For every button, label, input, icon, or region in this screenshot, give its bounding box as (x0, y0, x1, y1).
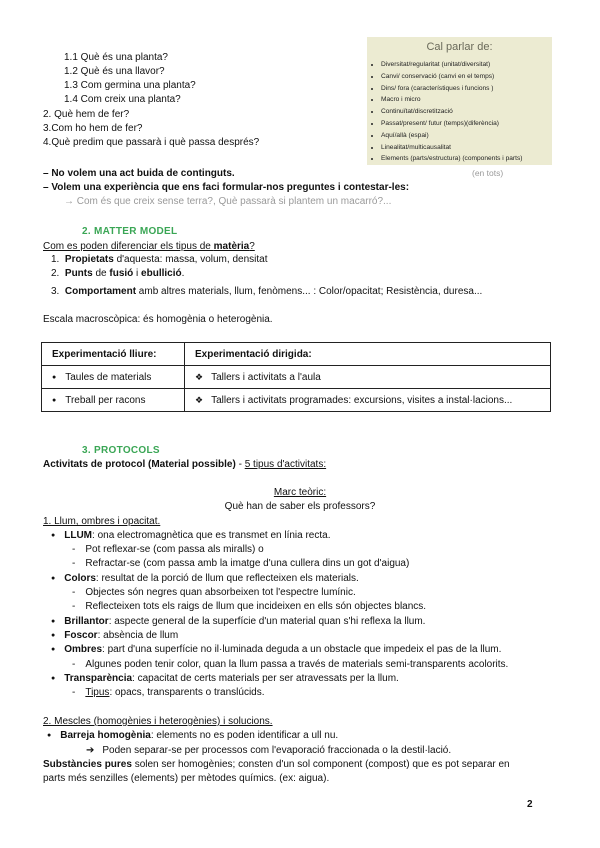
marc-teoric: Marc teòric: (273, 487, 327, 498)
note-list (367, 59, 552, 165)
matter-scale: Escala macroscòpica: és homogènia o heterogènia. (43, 314, 273, 325)
outline-q3: 3.Com ho hem de fer? (43, 123, 143, 134)
outline-item-4: 1.4 Com creix una planta? (64, 94, 181, 105)
experimentation-table (41, 342, 551, 412)
light-subitem: - Algunes poden tenir color, quan la llum passa a través de materials semi-transparents acolorits. (72, 658, 508, 672)
outline-q2: 2. Què hem de fer? (43, 109, 130, 120)
light-subitem: - Pot reflexar-se (com passa als miralls) o (72, 543, 264, 557)
bullet-icon (51, 673, 64, 684)
diamond-bullet-icon (195, 395, 211, 406)
light-item-brillantor: ● Brillantor: aspecte general de la superfície d'un material quan s'hi reflexa la llum. (51, 615, 425, 630)
diamond-bullet-icon (195, 372, 211, 383)
principle-2: – Volem una experiència que ens faci formular-nos preguntes i contestar-les: (43, 182, 410, 193)
table-cell: ❖ Tallers i activitats programades: excursions, visites a instal·lacions... (185, 389, 551, 412)
bullet-icon (47, 730, 60, 741)
light-item-colors: ● Colors: resultat de la porció de llum que reflecteixen els materials. (51, 572, 359, 587)
light-heading: 1. Llum, ombres i opacitat. (43, 516, 161, 527)
note-item: • Diversitat/regularitat (unitat/diversitat) (381, 59, 552, 71)
mix-item-barreja: ● Barreja homogènia: elements no es poden identificar a ull nu. (47, 729, 338, 744)
matter-question: Com es poden diferenciar els tipus de matèria? (43, 241, 255, 252)
table-row (42, 366, 551, 389)
arrow-right-icon (86, 745, 102, 756)
outline-item-2: 1.2 Què és una llavor? (64, 66, 165, 77)
light-subitem: - Refractar-se (com passa amb la imatge d'una cullera dins un got d'aigua) (72, 557, 409, 571)
matter-item-2: 2. Punts de fusió i ebullició. (51, 268, 185, 279)
marc-question: Què han de saber els professors? (224, 501, 376, 512)
note-item: • Linealitat/multicausalitat (381, 142, 552, 154)
note-title: Cal parlar de: (426, 41, 493, 53)
outline-item-1: 1.1 Què és una planta? (64, 52, 168, 63)
note-footer: (en tots) (472, 168, 504, 178)
light-item-foscor: ● Foscor: absència de llum (51, 629, 178, 644)
table-header-cell: Experimentació dirigida: (185, 343, 551, 366)
outline-item-3: 1.3 Com germina una planta? (64, 80, 196, 91)
outline-q4: 4.Què predim que passarà i què passa després? (43, 137, 260, 148)
bullet-icon (51, 630, 64, 641)
bullet-icon (51, 530, 64, 541)
note-item: • Aquí/allà (espai) (381, 130, 552, 142)
light-subitem: - Tipus: opacs, transparents o translúcids. (72, 686, 265, 700)
protocols-intro: Activitats de protocol (Material possible) - 5 tipus d'activitats: (43, 459, 327, 470)
mix-substancies: Substàncies pures solen ser homogènies; consten d'un sol component (compost) que es pot separar en (43, 759, 510, 770)
light-item-transparencia: ● Transparència: capacitat de certs materials per ser atravessats per la llum. (51, 672, 399, 687)
matter-item-3: 3. Comportament amb altres materials, llum, fenòmens... : Color/opacitat; Resistència, duresa... (51, 286, 483, 297)
table-header-cell: Experimentació lliure: (42, 343, 185, 366)
section-heading-protocols: 3. PROTOCOLS (82, 445, 160, 456)
mix-arrow-item: ➔ Poden separar-se per processos com l'evaporació fraccionada o la destil·lació. (86, 744, 451, 758)
bullet-icon (52, 372, 65, 383)
light-item-ombres: ● Ombres: part d'una superfície no il·luminada deguda a un obstacle que impedeix el pas de la llum. (51, 643, 501, 658)
table-row (42, 389, 551, 412)
page-number: 2 (527, 799, 533, 810)
bullet-icon (51, 616, 64, 627)
note-item: • Elements (parts/estructura) (components i parts) (381, 153, 552, 165)
bullet-icon (51, 573, 64, 584)
bullet-icon (51, 644, 64, 655)
mix-substancies-cont: parts més senzilles (elements) per mètodes químics. (ex: aigua). (43, 773, 330, 784)
mix-heading: 2. Mescles (homogènies i heterogènies) i solucions. (43, 716, 273, 727)
principle-1: – No volem una act buida de continguts. (43, 168, 235, 179)
note-item: • Passat/present/ futur (temps)(diferència) (381, 118, 552, 130)
note-item: • Continuïtat/discretització (381, 106, 552, 118)
light-item-llum: ● LLUM: ona electromagnètica que es transmet en línia recta. (51, 529, 330, 544)
table-cell: ❖ Tallers i activitats a l'aula (185, 366, 551, 389)
bullet-icon (52, 395, 65, 406)
note-item: • Canvi/ conservació (canvi en el temps) (381, 71, 552, 83)
principle-example: → Com és que creix sense terra?, Què passarà si plantem un macarró?... (64, 196, 392, 207)
matter-item-1: 1. Propietats d'aquesta: massa, volum, densitat (51, 254, 268, 265)
table-header-row (42, 343, 551, 366)
note-item: • Dins/ fora (característiques i funcions ) (381, 83, 552, 95)
light-subitem: - Reflecteixen tots els raigs de llum que incideixen en ells són objectes blancs. (72, 600, 426, 614)
table-cell: ● Taules de materials (42, 366, 185, 389)
section-heading-matter: 2. MATTER MODEL (82, 226, 178, 237)
table-cell: ● Treball per racons (42, 389, 185, 412)
light-subitem: - Objectes són negres quan absorbeixen tot l'espectre lumínic. (72, 586, 356, 600)
note-item: • Macro i micro (381, 94, 552, 106)
sticky-note (367, 37, 552, 165)
